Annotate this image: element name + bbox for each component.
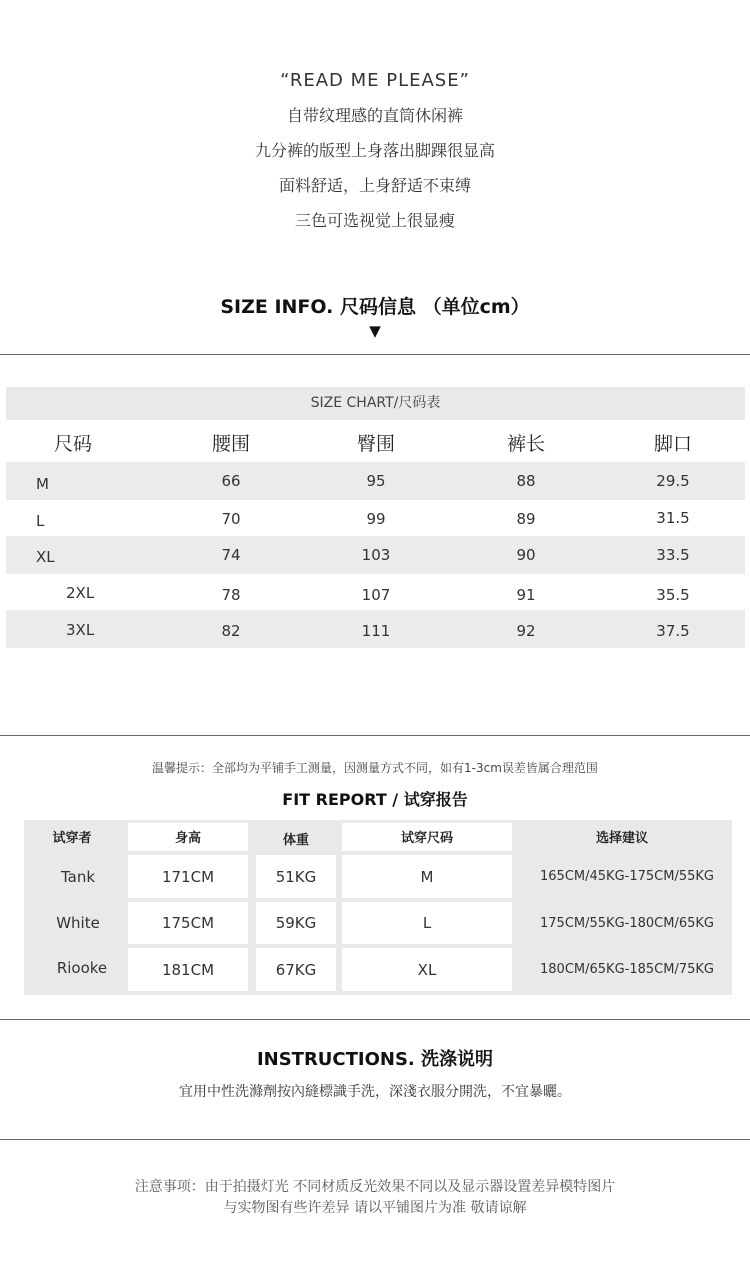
size-chart-header-row xyxy=(6,422,745,462)
size-header-hip: 臀围 xyxy=(356,432,395,455)
instructions-text: 宜用中性洗滌劑按內縫標識手洗，深淺衣服分開洗，不宜暴曬。 xyxy=(179,1084,571,1100)
divider xyxy=(0,1139,750,1140)
intro-line: 面料舒适，上身舒适不束缚 xyxy=(278,176,471,195)
fit-header-height: 身高 xyxy=(174,830,201,846)
tester-weight: 67KG xyxy=(275,960,317,979)
divider xyxy=(0,1019,750,1020)
intro-section xyxy=(0,64,750,238)
footer-note xyxy=(0,1177,750,1219)
intro-line: 九分裤的版型上身落出脚踝很显高 xyxy=(254,141,495,160)
footer-line: 与实物图有些许差异 请以平铺图片为准 敬请谅解 xyxy=(223,1200,527,1216)
length-cell: 90 xyxy=(516,546,536,564)
intro-line: 三色可选视觉上很显瘦 xyxy=(294,211,455,230)
size-header-length: 裤长 xyxy=(506,432,545,455)
down-triangle-icon: ▼ xyxy=(369,322,381,340)
table-row xyxy=(6,610,745,648)
tester-size: L xyxy=(422,914,432,932)
fit-header-size: 试穿尺码 xyxy=(400,830,453,846)
length-cell: 88 xyxy=(516,472,536,490)
waist-cell: 70 xyxy=(221,510,241,528)
hem-cell: 31.5 xyxy=(656,509,690,527)
hem-cell: 33.5 xyxy=(656,546,690,564)
size-cell: XL xyxy=(36,547,55,566)
tester-name: Tank xyxy=(60,867,96,886)
fit-header-weight: 体重 xyxy=(282,832,309,848)
fit-header-suggestion: 选择建议 xyxy=(595,830,648,846)
length-cell: 92 xyxy=(516,622,536,640)
hip-cell: 99 xyxy=(366,510,386,528)
intro-headline: “READ ME PLEASE” xyxy=(280,70,470,91)
divider xyxy=(0,354,750,355)
fit-report-title: FIT REPORT / 试穿报告 xyxy=(282,790,468,809)
waist-cell: 82 xyxy=(221,622,241,640)
tester-name: White xyxy=(56,914,100,932)
size-chart-caption: SIZE CHART/尺码表 xyxy=(6,387,745,420)
tester-weight: 59KG xyxy=(275,914,317,932)
length-cell: 89 xyxy=(516,510,536,528)
intro-line: 自带纹理感的直筒休闲裤 xyxy=(286,106,463,125)
tester-name: Riooke xyxy=(56,958,108,977)
hip-cell: 111 xyxy=(361,622,391,640)
hem-cell: 29.5 xyxy=(656,472,690,490)
hip-cell: 107 xyxy=(361,586,391,604)
divider xyxy=(0,735,750,736)
tester-size: M xyxy=(420,867,434,886)
size-header-waist: 腰围 xyxy=(211,432,250,455)
size-suggestion: 180CM/65KG-185CM/75KG xyxy=(540,962,714,977)
size-cell: M xyxy=(36,475,49,493)
length-cell: 91 xyxy=(516,586,536,604)
size-cell: 2XL xyxy=(66,584,95,602)
waist-cell: 74 xyxy=(221,546,241,564)
tester-height: 175CM xyxy=(161,914,215,932)
size-header-hem: 脚口 xyxy=(653,432,692,455)
table-row xyxy=(6,574,745,612)
tester-height: 181CM xyxy=(161,960,215,979)
instructions-title: INSTRUCTIONS. 洗涤说明 xyxy=(256,1049,494,1070)
table-row xyxy=(6,499,745,537)
footer-line: 注意事项：由于拍摄灯光 不同材质反光效果不同以及显示器设置差异模特图片 xyxy=(134,1179,616,1195)
fit-header-tester: 试穿者 xyxy=(52,830,92,846)
fit-report-table xyxy=(24,820,732,995)
tester-size: XL xyxy=(417,960,437,979)
hip-cell: 103 xyxy=(361,546,391,564)
hem-cell: 35.5 xyxy=(656,586,690,604)
size-info-title: SIZE INFO. 尺码信息 （单位cm） xyxy=(220,296,530,318)
table-row xyxy=(6,462,745,500)
hem-cell: 37.5 xyxy=(656,622,690,640)
waist-cell: 78 xyxy=(221,586,241,604)
hip-cell: 95 xyxy=(366,472,386,490)
table-row xyxy=(6,536,745,574)
size-suggestion: 175CM/55KG-180CM/65KG xyxy=(540,915,714,931)
size-cell: L xyxy=(36,512,45,530)
size-cell: 3XL xyxy=(66,621,95,639)
size-suggestion: 165CM/45KG-175CM/55KG xyxy=(540,869,714,884)
waist-cell: 66 xyxy=(221,472,241,490)
measurement-notice: 温馨提示：全部均为平铺手工测量，因测量方式不同，如有1-3cm误差皆属合理范围 xyxy=(152,761,598,775)
size-header-size: 尺码 xyxy=(54,432,93,455)
tester-height: 171CM xyxy=(161,867,215,886)
tester-weight: 51KG xyxy=(275,867,317,886)
